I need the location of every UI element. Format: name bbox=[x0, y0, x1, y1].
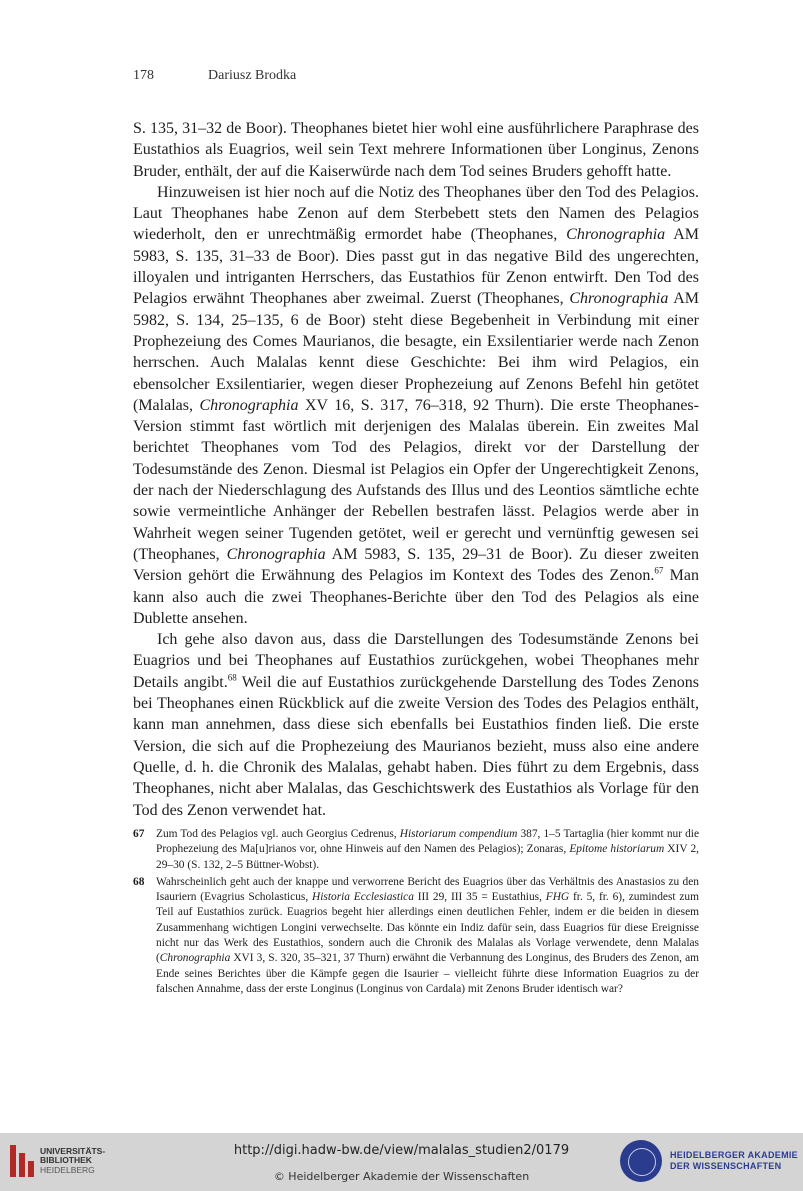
running-header bbox=[133, 68, 296, 84]
italic-title: Historia Ecclesiastica bbox=[312, 891, 414, 904]
footnote-number: 67 bbox=[133, 828, 145, 840]
text-run: Weil die auf Eustathios zurückgehende Darstellung des Todes Zenons bei Theophanes einen Rückblick auf die zweite Version des Todes des Pelagios enthält, kann man annehmen, dass diese sich ebenfalls bei Eustathios finden ließ. Die erste Version, die sich auf die Prophezeiung des Maurianos bezieht, muss also eine andere Quelle, d. h. die Chronik des Malalas, gehabt haben. Dies führt zu dem Ergebnis, dass Theophanes, nicht aber Malalas, das Geschichtswerk des Eustathios als Vorlage für den Tod des Zenon verwendet hat. bbox=[133, 673, 699, 819]
paragraph-3 bbox=[133, 629, 699, 821]
hadw-line: HEIDELBERGER AKADEMIE bbox=[670, 1150, 798, 1160]
italic-title: Chronographia bbox=[569, 290, 669, 308]
academy-seal-icon bbox=[620, 1140, 662, 1182]
text-run: Man kann also auch die zwei Theophanes-Berichte über den Tod des Pelagios als eine Dublette ansehen. bbox=[133, 567, 700, 627]
body-text bbox=[133, 118, 699, 821]
paragraph-2 bbox=[133, 182, 699, 629]
footnote-text bbox=[156, 875, 699, 997]
text-run: AM 5982, S. 134, 25–135, 6 de Boor) steht diese Begebenheit in Verbindung mit einer Prophezeiung des Comes Maurianos, die besagte, ein Exsilentiarier werde nach Zenon herrschen. Auch Malalas kennt diese Geschichte: Bei ihm wird Pelagios, ein ebensolcher Exsilentiarier, wegen dieser Prophezeiung auf Zenons Befehl hin getötet (Malalas, bbox=[133, 290, 700, 414]
permalink-url[interactable]: http://digi.hadw-bw.de/view/malalas_studien2/0179 bbox=[233, 1143, 570, 1158]
text-run: Ich gehe also davon aus, dass die Darstellungen des Todesumstände Zenons bei Euagrios und bei Theophanes auf Eustathios zurückgehen, wobei Theophanes mehr Details angibt. bbox=[133, 631, 699, 691]
text-run: AM 5983, S. 135, 31–33 de Boor). Dies passt gut in das negative Bild des ungerechten, illoyalen und intriganten Herrschers, das Eustathios für Zenon entwirft. Den Tod des Pelagios erwähnt Theophanes aber zweimal. Zuerst (Theophanes, bbox=[133, 226, 699, 308]
italic-title: Chronographia bbox=[566, 226, 666, 244]
italic-title: Chronographia bbox=[159, 952, 231, 965]
text-run: Hinzuweisen ist hier noch auf die Notiz des Theophanes über den Tod des Pelagios. Laut Theophanes habe Zenon auf dem Sterbebett stets den Namen des Pelagios wiederholt, den er unrechtmäßig ermordet habe (Theophanes, bbox=[133, 183, 699, 244]
footnote-text bbox=[156, 827, 699, 873]
hadw-logo[interactable] bbox=[620, 1140, 798, 1182]
italic-title: Epitome historiarum bbox=[569, 843, 665, 856]
ub-line: HEIDELBERG bbox=[40, 1164, 95, 1175]
paragraph-1: S. 135, 31–32 de Boor). Theophanes bietet hier wohl eine ausführlichere Paraphrase des Eustathios als Euagrios, weil sein Text mehrere Informationen über Longinus, Zenons Bruder, enthält, der auf die Kaiserwürde nach dem Tod seines Bruders gehofft hatte. bbox=[133, 120, 699, 180]
footnotes bbox=[133, 827, 699, 999]
italic-title: Historiarum compendium bbox=[399, 828, 518, 840]
footnote-ref-68[interactable]: 68 bbox=[227, 672, 237, 683]
footnote-number: 68 bbox=[133, 875, 145, 888]
footnote-ref-67[interactable]: 67 bbox=[654, 565, 664, 576]
footnote-68 bbox=[133, 875, 699, 997]
hadw-logo-text bbox=[670, 1150, 798, 1172]
copyright-notice: © Heidelberger Akademie der Wissenschaften bbox=[273, 1170, 530, 1183]
text-run: 387, 1–5 Tartaglia (hier kommt nur die Prophezeiung des Ma[u]rianos vor, ohne Hinweis auf den Namen des Pelagios); Zonaras, bbox=[156, 828, 700, 856]
italic-title: Chronographia bbox=[226, 545, 326, 563]
italic-title: FHG bbox=[545, 891, 570, 904]
text-run: AM 5983, S. 135, 29–31 de Boor). Zu dieser zweiten Version gehört die Erwähnung des Pelagios im Kontext des Todes des Zenon. bbox=[133, 545, 700, 585]
text-run: III 29, III 35 = Eustathius, bbox=[413, 891, 546, 904]
text-run: XVI 3, S. 320, 35–321, 37 Thurn) erwähnt die Verbannung des Longinus, des Bruders des Zenon, am Ende seines Berichtes über die Kämpfe gegen die Isaurier – vielleicht führte diese Information Euagrios zu der falschen Annahme, dass der erste Longinus (Longinus von Cardala) mit Zenons Bruder identisch war? bbox=[156, 952, 699, 995]
running-author: Dariusz Brodka bbox=[208, 68, 297, 83]
text-run: XIV 2, 29–30 (S. 132, 2–5 Büttner-Wobst). bbox=[156, 843, 699, 871]
text-run: Wahrscheinlich geht auch der knappe und verworrene Bericht des Euagrios über das Verhältnis des Anastasios zu den Isauriern (Evagrius Scholasticus, bbox=[156, 875, 699, 904]
text-run: XV 16, S. 317, 76–318, 92 Thurn). Die erste Theophanes-Version stimmt fast wörtlich mit derjenigen des Malalas überein. Ein zweites Mal berichtet Theophanes vom Tod des Pelagios, direkt vor der Darstellung der Todesumstände des Zenon. Diesmal ist Pelagios ein Opfer der Ungerechtigkeit Zenons, der nach der Niederschlagung des Aufstands des Illus und des Leontios sämtliche echte sowie vermeintliche Anhänger der Rebellen bestrafen lässt. Pelagios werde aber in Wahrheit wegen seiner Tugenden getötet, weil er gerecht und vernünftig gewesen sei (Theophanes, bbox=[133, 396, 699, 563]
ub-line: BIBLIOTHEK bbox=[40, 1155, 92, 1166]
text-run: Zum Tod des Pelagios vgl. auch Georgius Cedrenus, bbox=[156, 828, 400, 840]
hadw-line: DER WISSENSCHAFTEN bbox=[670, 1161, 782, 1171]
page-number: 178 bbox=[133, 68, 154, 83]
ub-line: UNIVERSITÄTS- bbox=[40, 1145, 106, 1156]
text-run: fr. 5, fr. 6), zumindest zum Teil auf Eustathios zurück. Euagrios begeht hier allerdings einen deutlichen Fehler, indem er die beiden in diesem Zusammenhang wichtigen Longini verwechselte. Das könnte ein Indiz dafür sein, dass Euagrios für diese Ereignisse nicht nur das Werk des Eustathios, sondern auch die Chronik des Malalas als Vorlage verwendete, denn Malalas ( bbox=[156, 891, 699, 965]
footnote-67 bbox=[133, 827, 699, 873]
italic-title: Chronographia bbox=[199, 396, 299, 414]
viewer-footer bbox=[0, 1133, 803, 1191]
